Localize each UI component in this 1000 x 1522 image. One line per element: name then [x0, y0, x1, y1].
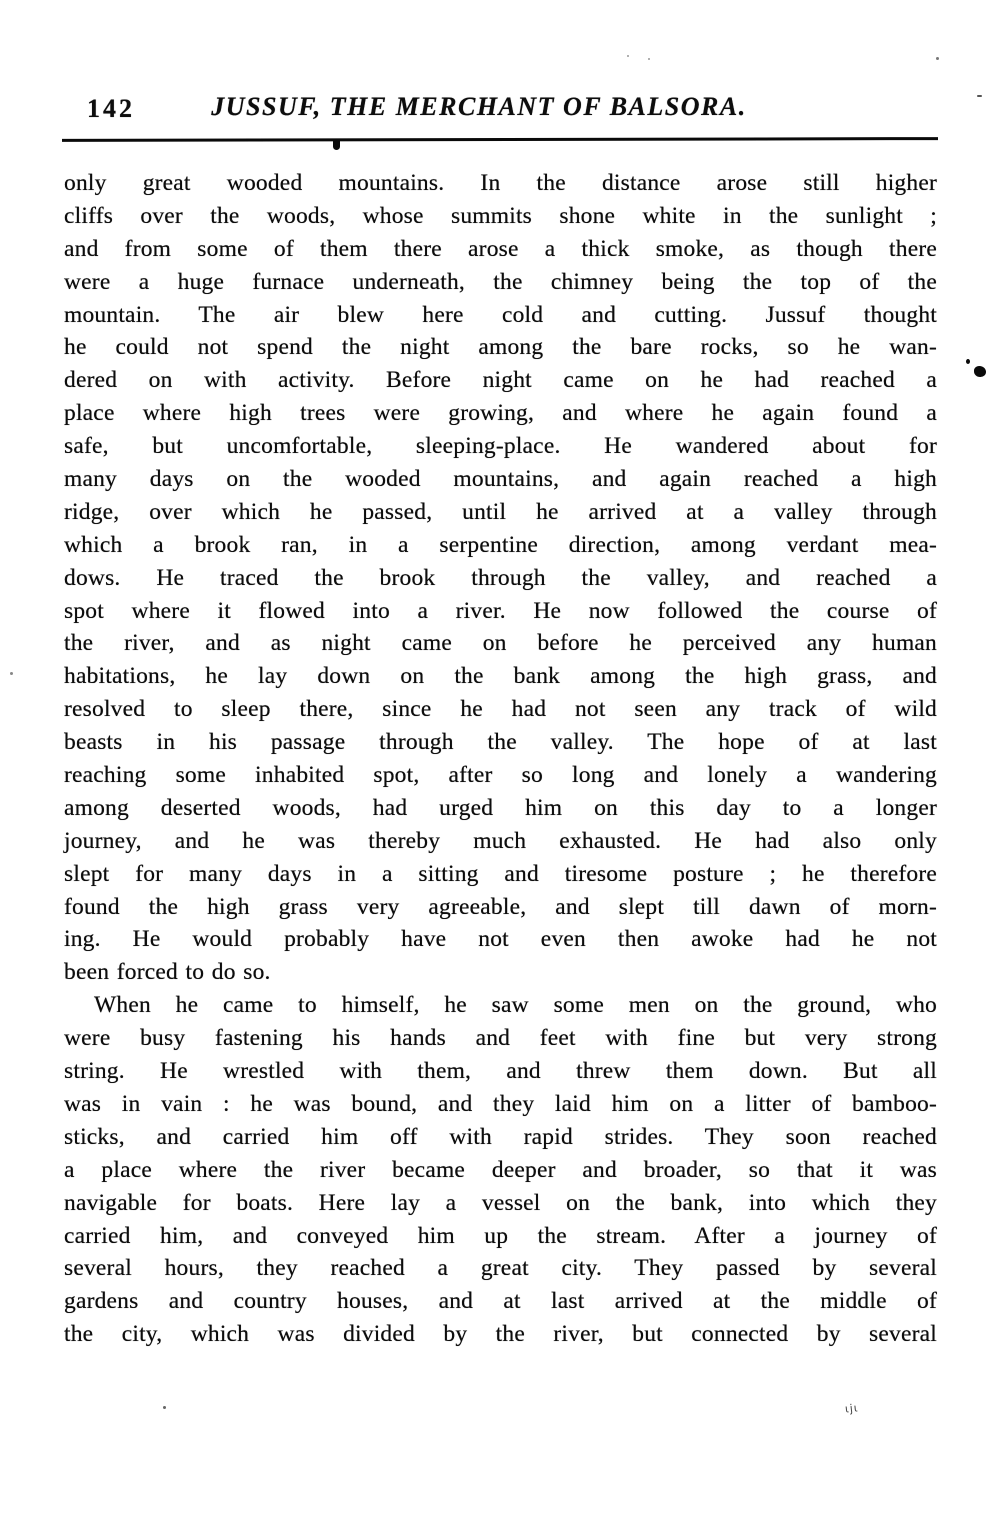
- text-line: spot where it flowed into a river. He now followed the course of: [64, 597, 937, 624]
- text-line: place where high trees were growing, and where he again found a: [64, 400, 937, 427]
- text-line: and from some of them there arose a thick smoke, as though there: [64, 235, 937, 262]
- text-line: safe, but uncomfortable, sleeping-place. He wandered about for: [64, 433, 937, 460]
- text-line: found the high grass very agreeable, and slept till dawn of morn-: [64, 893, 937, 920]
- text-line: gardens and country houses, and at last arrived at the middle of: [64, 1288, 937, 1315]
- text-line: resolved to sleep there, since he had not seen any track of wild: [64, 696, 937, 723]
- scan-smudge: ιϳι: [844, 1401, 860, 1416]
- scan-speck: [648, 58, 650, 60]
- text-line: several hours, they reached a great city. They passed by several: [64, 1255, 937, 1282]
- text-line: only great wooded mountains. In the distance arose still higher: [64, 170, 937, 196]
- text-line: slept for many days in a sitting and tiresome posture ; he therefore: [64, 860, 937, 887]
- text-line: When he came to himself, he saw some men on the ground, who: [94, 992, 937, 1019]
- text-line: mountain. The air blew here cold and cutting. Jussuf thought: [64, 301, 937, 328]
- scan-speck: [977, 95, 982, 97]
- running-header: [65, 92, 937, 132]
- text-line: ridge, over which he passed, until he arrived at a valley through: [64, 498, 937, 525]
- text-line: sticks, and carried him off with rapid strides. They soon reached: [64, 1123, 937, 1150]
- scan-speck: [163, 1406, 166, 1409]
- body-text: [64, 167, 937, 1351]
- text-line: dows. He traced the brook through the valley, and reached a: [64, 564, 937, 591]
- text-line: was in vain : he was bound, and they laid him on a litter of bamboo-: [64, 1090, 937, 1117]
- text-line: among deserted woods, had urged him on this day to a longer: [64, 794, 937, 821]
- text-line: dered on with activity. Before night came on he had reached a: [64, 367, 937, 394]
- text-line: many days on the wooded mountains, and again reached a high: [64, 466, 937, 493]
- text-line: ing. He would probably have not even then awoke had he not: [64, 926, 937, 953]
- text-line: journey, and he was thereby much exhausted. He had also only: [64, 827, 937, 854]
- scan-speck: [627, 55, 629, 57]
- text-line: a place where the river became deeper and broader, so that it was: [64, 1156, 937, 1183]
- text-line: which a brook ran, in a serpentine direction, among verdant mea-: [64, 531, 937, 558]
- text-line: reaching some inhabited spot, after so long and lonely a wandering: [64, 762, 937, 789]
- text-line: he could not spend the night among the bare rocks, so he wan-: [64, 334, 937, 361]
- running-title: JUSSUF, THE MERCHANT OF BALSORA.: [211, 92, 747, 121]
- text-line: beasts in his passage through the valley. The hope of at last: [64, 729, 937, 756]
- page-number: 142: [87, 94, 135, 123]
- text-line: carried him, and conveyed him up the stream. After a journey of: [64, 1222, 937, 1249]
- paragraph: [64, 989, 937, 1351]
- paragraph: [64, 167, 937, 989]
- text-line: navigable for boats. Here lay a vessel on the bank, into which they: [64, 1189, 937, 1216]
- text-line: been forced to do so.: [64, 959, 271, 986]
- ink-blob-on-rule: [333, 139, 340, 150]
- text-line: were a huge furnace underneath, the chimney being the top of the: [64, 268, 937, 295]
- text-line: habitations, he lay down on the bank among the high grass, and: [64, 663, 937, 690]
- scan-speck: [936, 57, 939, 60]
- text-line: the river, and as night came on before he perceived any human: [64, 630, 937, 657]
- text-line: cliffs over the woods, whose summits shone white in the sunlight ;: [64, 202, 937, 229]
- text-line: string. He wrestled with them, and threw them down. But all: [64, 1058, 937, 1085]
- ink-blot-right-margin: [974, 366, 986, 377]
- header-rule: [62, 137, 938, 142]
- text-line: the city, which was divided by the river, but connected by several: [64, 1321, 937, 1348]
- scan-speck: [10, 672, 13, 675]
- text-line: were busy fastening his hands and feet with fine but very strong: [64, 1025, 937, 1052]
